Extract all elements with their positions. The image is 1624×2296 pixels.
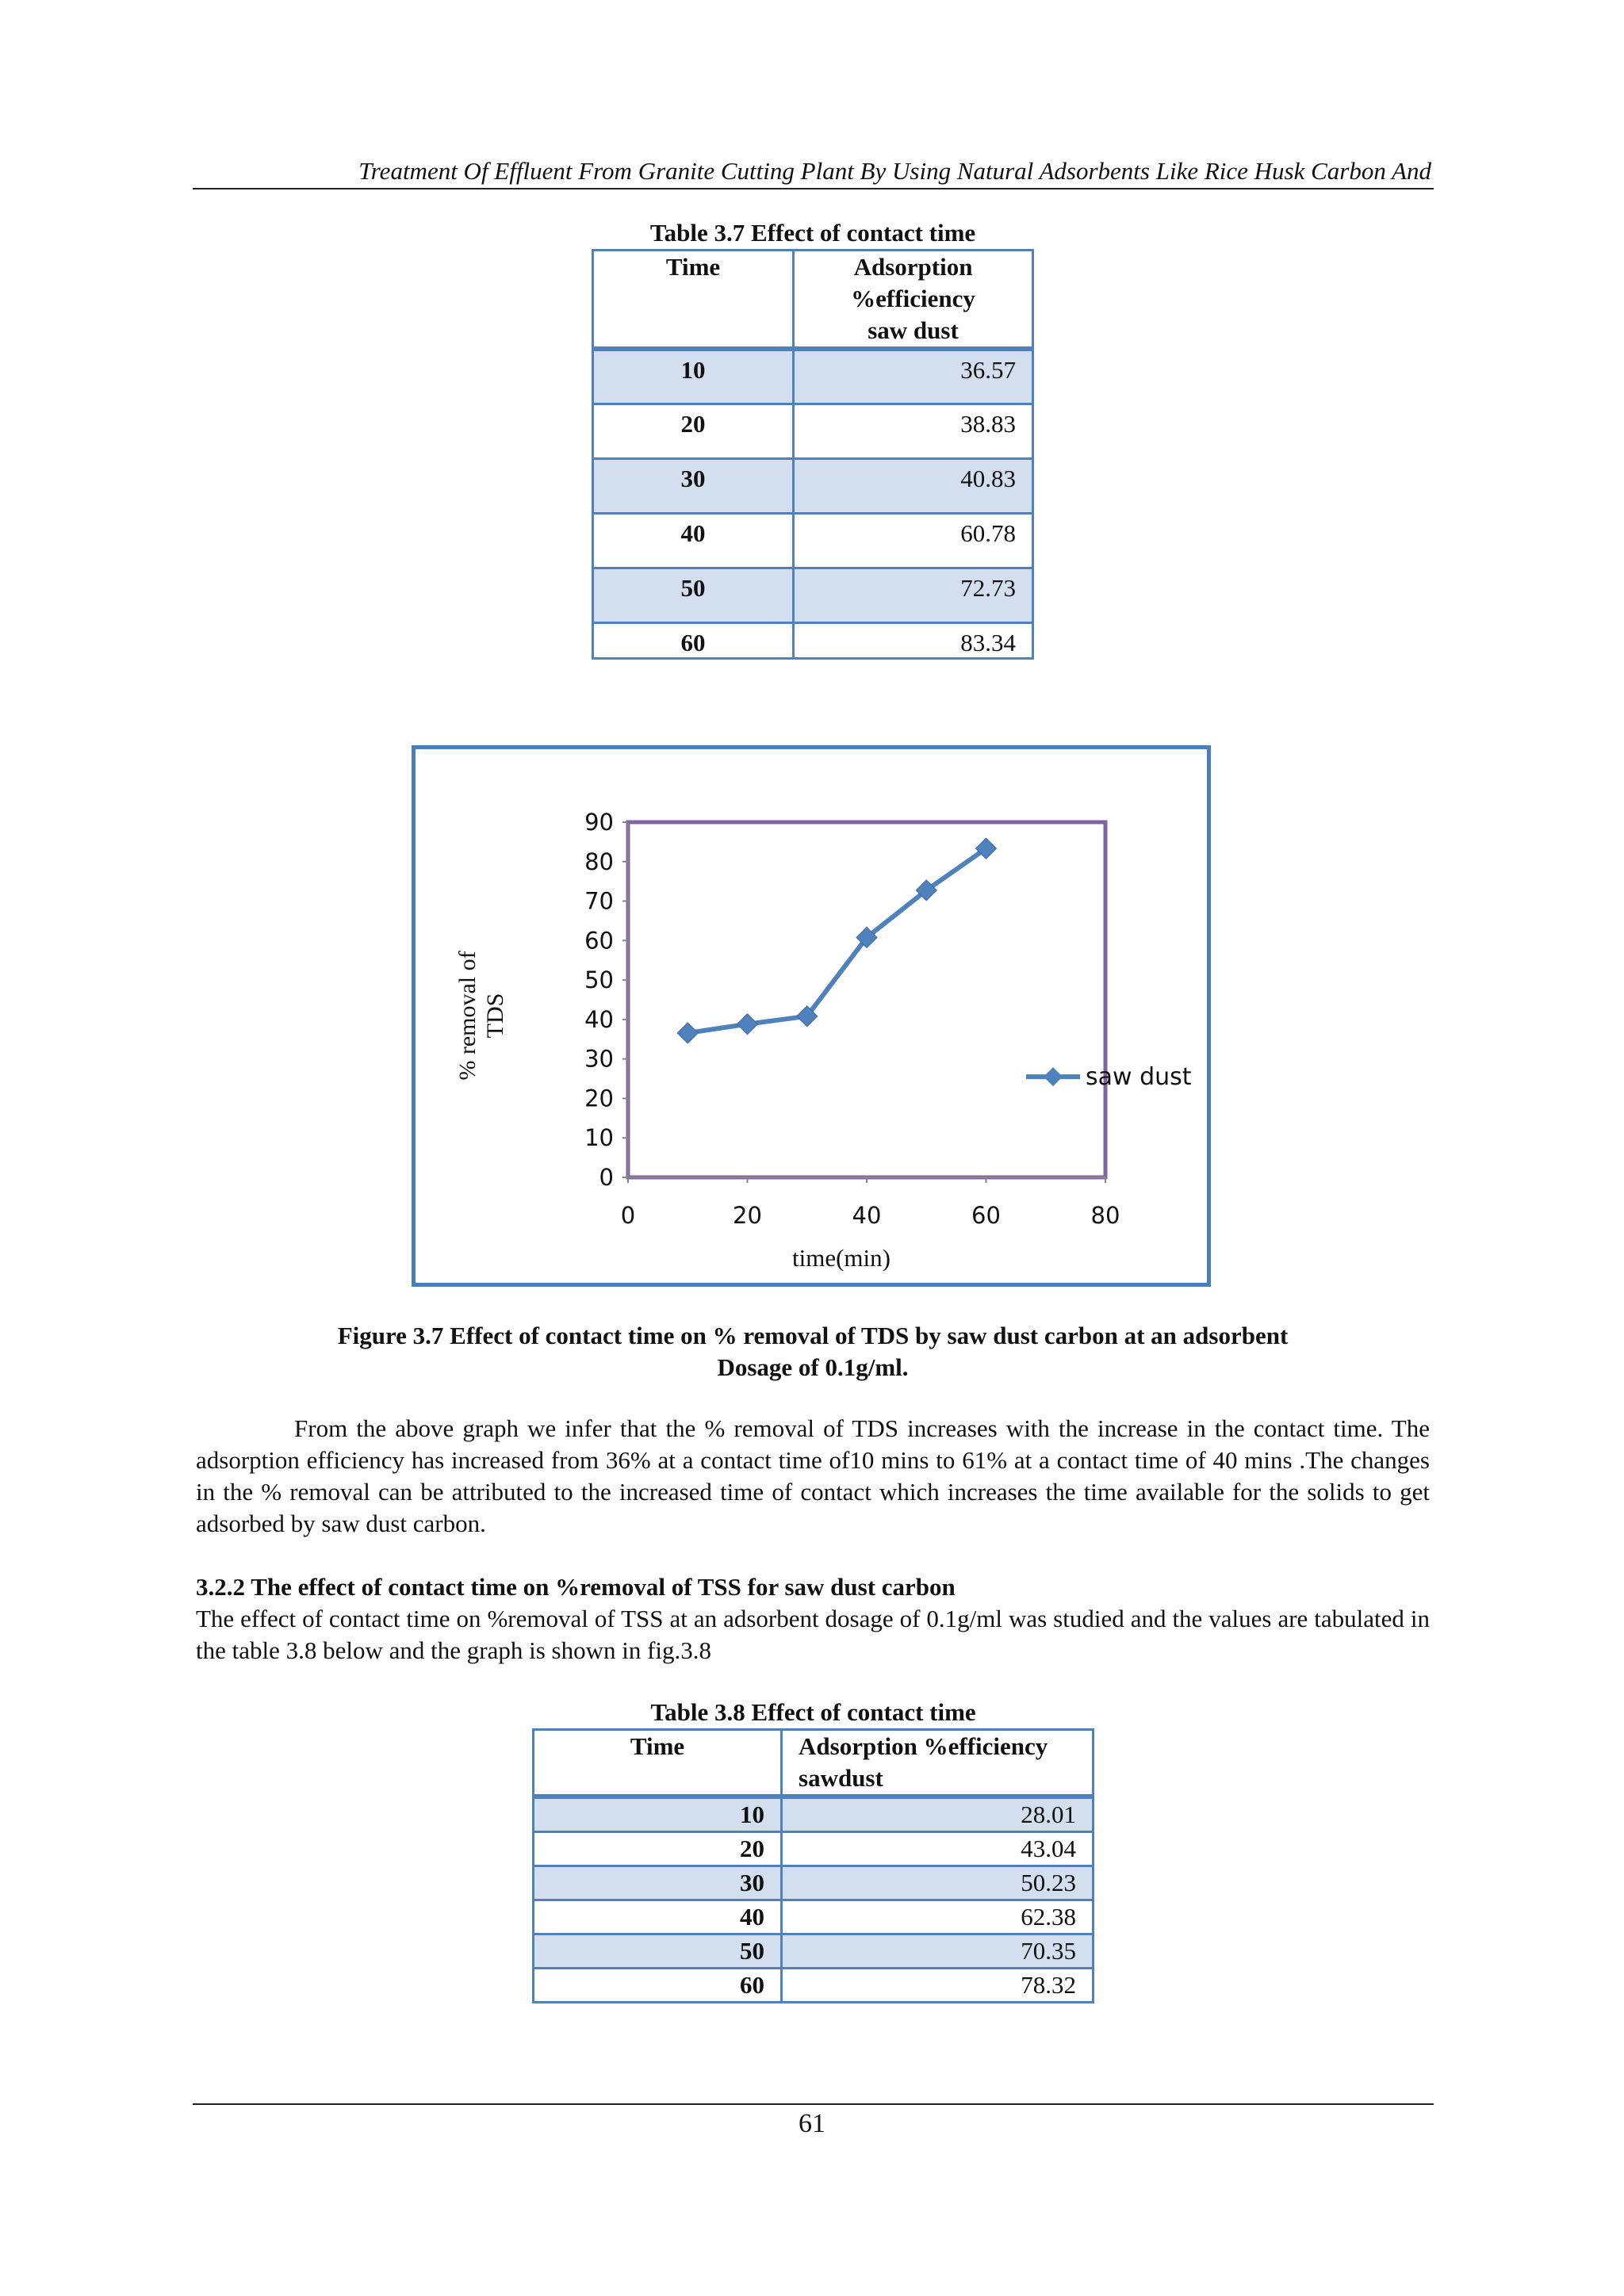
table-header-row — [534, 1730, 1094, 1797]
running-header: Treatment Of Effluent From Granite Cutting Plant By Using Natural Adsorbents Like Rice Husk Carbon And — [358, 157, 1431, 185]
cell-value: 83.34 — [794, 622, 1033, 658]
table-row — [593, 349, 1033, 404]
y-axis-label: % removal of — [454, 951, 481, 1081]
cell-time: 30 — [534, 1866, 782, 1900]
tds-removal-chart — [416, 749, 1207, 1283]
col-header-line: Adsorption %efficiency — [799, 1732, 1048, 1760]
cell-time: 40 — [534, 1900, 782, 1934]
table-3-8-caption: Table 3.8 Effect of contact time — [650, 1698, 976, 1726]
body-paragraph: From the above graph we infer that the % removal of TDS increases with the increase in the contact time. The adsorption efficiency has increased from 36% at a contact time of10 mins to 61% at a contact time of 40 mins .The changes in the % removal can be attributed to the increased time of contact which increases the time available for the solids to get adsorbed by saw dust carbon. — [196, 1414, 1430, 1537]
y-tick-label: 60 — [584, 927, 614, 955]
x-tick-label: 40 — [852, 1202, 882, 1229]
y-axis-label: TDS — [482, 993, 508, 1039]
col-header-line: %efficiency — [851, 285, 975, 312]
x-tick-label: 80 — [1090, 1202, 1120, 1229]
table-3-7 — [592, 249, 1034, 660]
figure-caption-line: Figure 3.7 Effect of contact time on % removal of TDS by saw dust carbon at an adsorbent — [337, 1322, 1289, 1349]
cell-value: 72.73 — [794, 568, 1033, 622]
cell-value: 36.57 — [794, 349, 1033, 404]
cell-time: 10 — [534, 1797, 782, 1832]
cell-time: 20 — [593, 404, 794, 458]
table-row — [534, 1866, 1094, 1900]
x-tick-label: 60 — [971, 1202, 1001, 1229]
figure-caption-line: Dosage of 0.1g/ml. — [717, 1353, 909, 1381]
table-row — [534, 1934, 1094, 1969]
cell-value: 60.78 — [794, 513, 1033, 568]
table-row — [593, 513, 1033, 568]
table-row — [593, 404, 1033, 458]
page-number: 61 — [799, 2109, 825, 2138]
cell-time: 20 — [534, 1832, 782, 1866]
table-row — [593, 458, 1033, 513]
cell-value: 62.38 — [782, 1900, 1094, 1934]
col-header-line: saw dust — [868, 316, 959, 344]
col-header-efficiency — [782, 1730, 1094, 1797]
table-row — [593, 568, 1033, 622]
header-rule — [193, 188, 1434, 189]
col-header-time: Time — [593, 251, 794, 350]
col-header-efficiency — [794, 251, 1033, 350]
cell-time: 50 — [593, 568, 794, 622]
section-heading: 3.2.2 The effect of contact time on %removal of TSS for saw dust carbon — [196, 1573, 956, 1601]
cell-value: 43.04 — [782, 1832, 1094, 1866]
col-header-line: sawdust — [799, 1764, 883, 1792]
table-3-8 — [532, 1728, 1094, 2003]
cell-time: 30 — [593, 458, 794, 513]
y-tick-label: 80 — [584, 848, 614, 875]
table-3-7-caption: Table 3.7 Effect of contact time — [649, 219, 976, 247]
cell-value: 50.23 — [782, 1866, 1094, 1900]
cell-value: 28.01 — [782, 1797, 1094, 1832]
y-tick-label: 50 — [584, 966, 614, 994]
table-row — [534, 1832, 1094, 1866]
section-body: The effect of contact time on %removal of TSS at an adsorbent dosage of 0.1g/ml was studied and the values are tabulated in the table 3.8 below and the graph is shown in fig.3.8 — [196, 1605, 1430, 1664]
y-tick-label: 30 — [584, 1045, 614, 1073]
plot-area-border — [628, 822, 1105, 1177]
cell-value: 70.35 — [782, 1934, 1094, 1969]
table-row — [534, 1900, 1094, 1934]
table-row — [534, 1969, 1094, 2003]
cell-value: 38.83 — [794, 404, 1033, 458]
table-row — [593, 622, 1033, 658]
cell-time: 40 — [593, 513, 794, 568]
y-tick-label: 40 — [584, 1005, 614, 1033]
col-header-time: Time — [534, 1730, 782, 1797]
y-tick-label: 0 — [599, 1164, 614, 1191]
footer-rule — [193, 2103, 1434, 2105]
y-tick-label: 70 — [584, 887, 614, 915]
x-tick-label: 0 — [620, 1202, 636, 1229]
y-tick-label: 90 — [584, 809, 614, 836]
col-header-line: Adsorption — [853, 253, 973, 281]
cell-time: 50 — [534, 1934, 782, 1969]
cell-time: 60 — [593, 622, 794, 658]
cell-time: 10 — [593, 349, 794, 404]
cell-value: 78.32 — [782, 1969, 1094, 2003]
cell-time: 60 — [534, 1969, 782, 2003]
figure-3-7-caption — [196, 1320, 1430, 1383]
table-header-row — [593, 251, 1033, 350]
legend-label: saw dust — [1086, 1063, 1192, 1092]
cell-value: 40.83 — [794, 458, 1033, 513]
x-axis-label: time(min) — [792, 1244, 891, 1272]
y-tick-label: 20 — [584, 1085, 614, 1112]
chart-frame — [412, 745, 1211, 1287]
x-tick-label: 20 — [733, 1202, 762, 1229]
table-row — [534, 1797, 1094, 1832]
y-tick-label: 10 — [584, 1124, 614, 1152]
